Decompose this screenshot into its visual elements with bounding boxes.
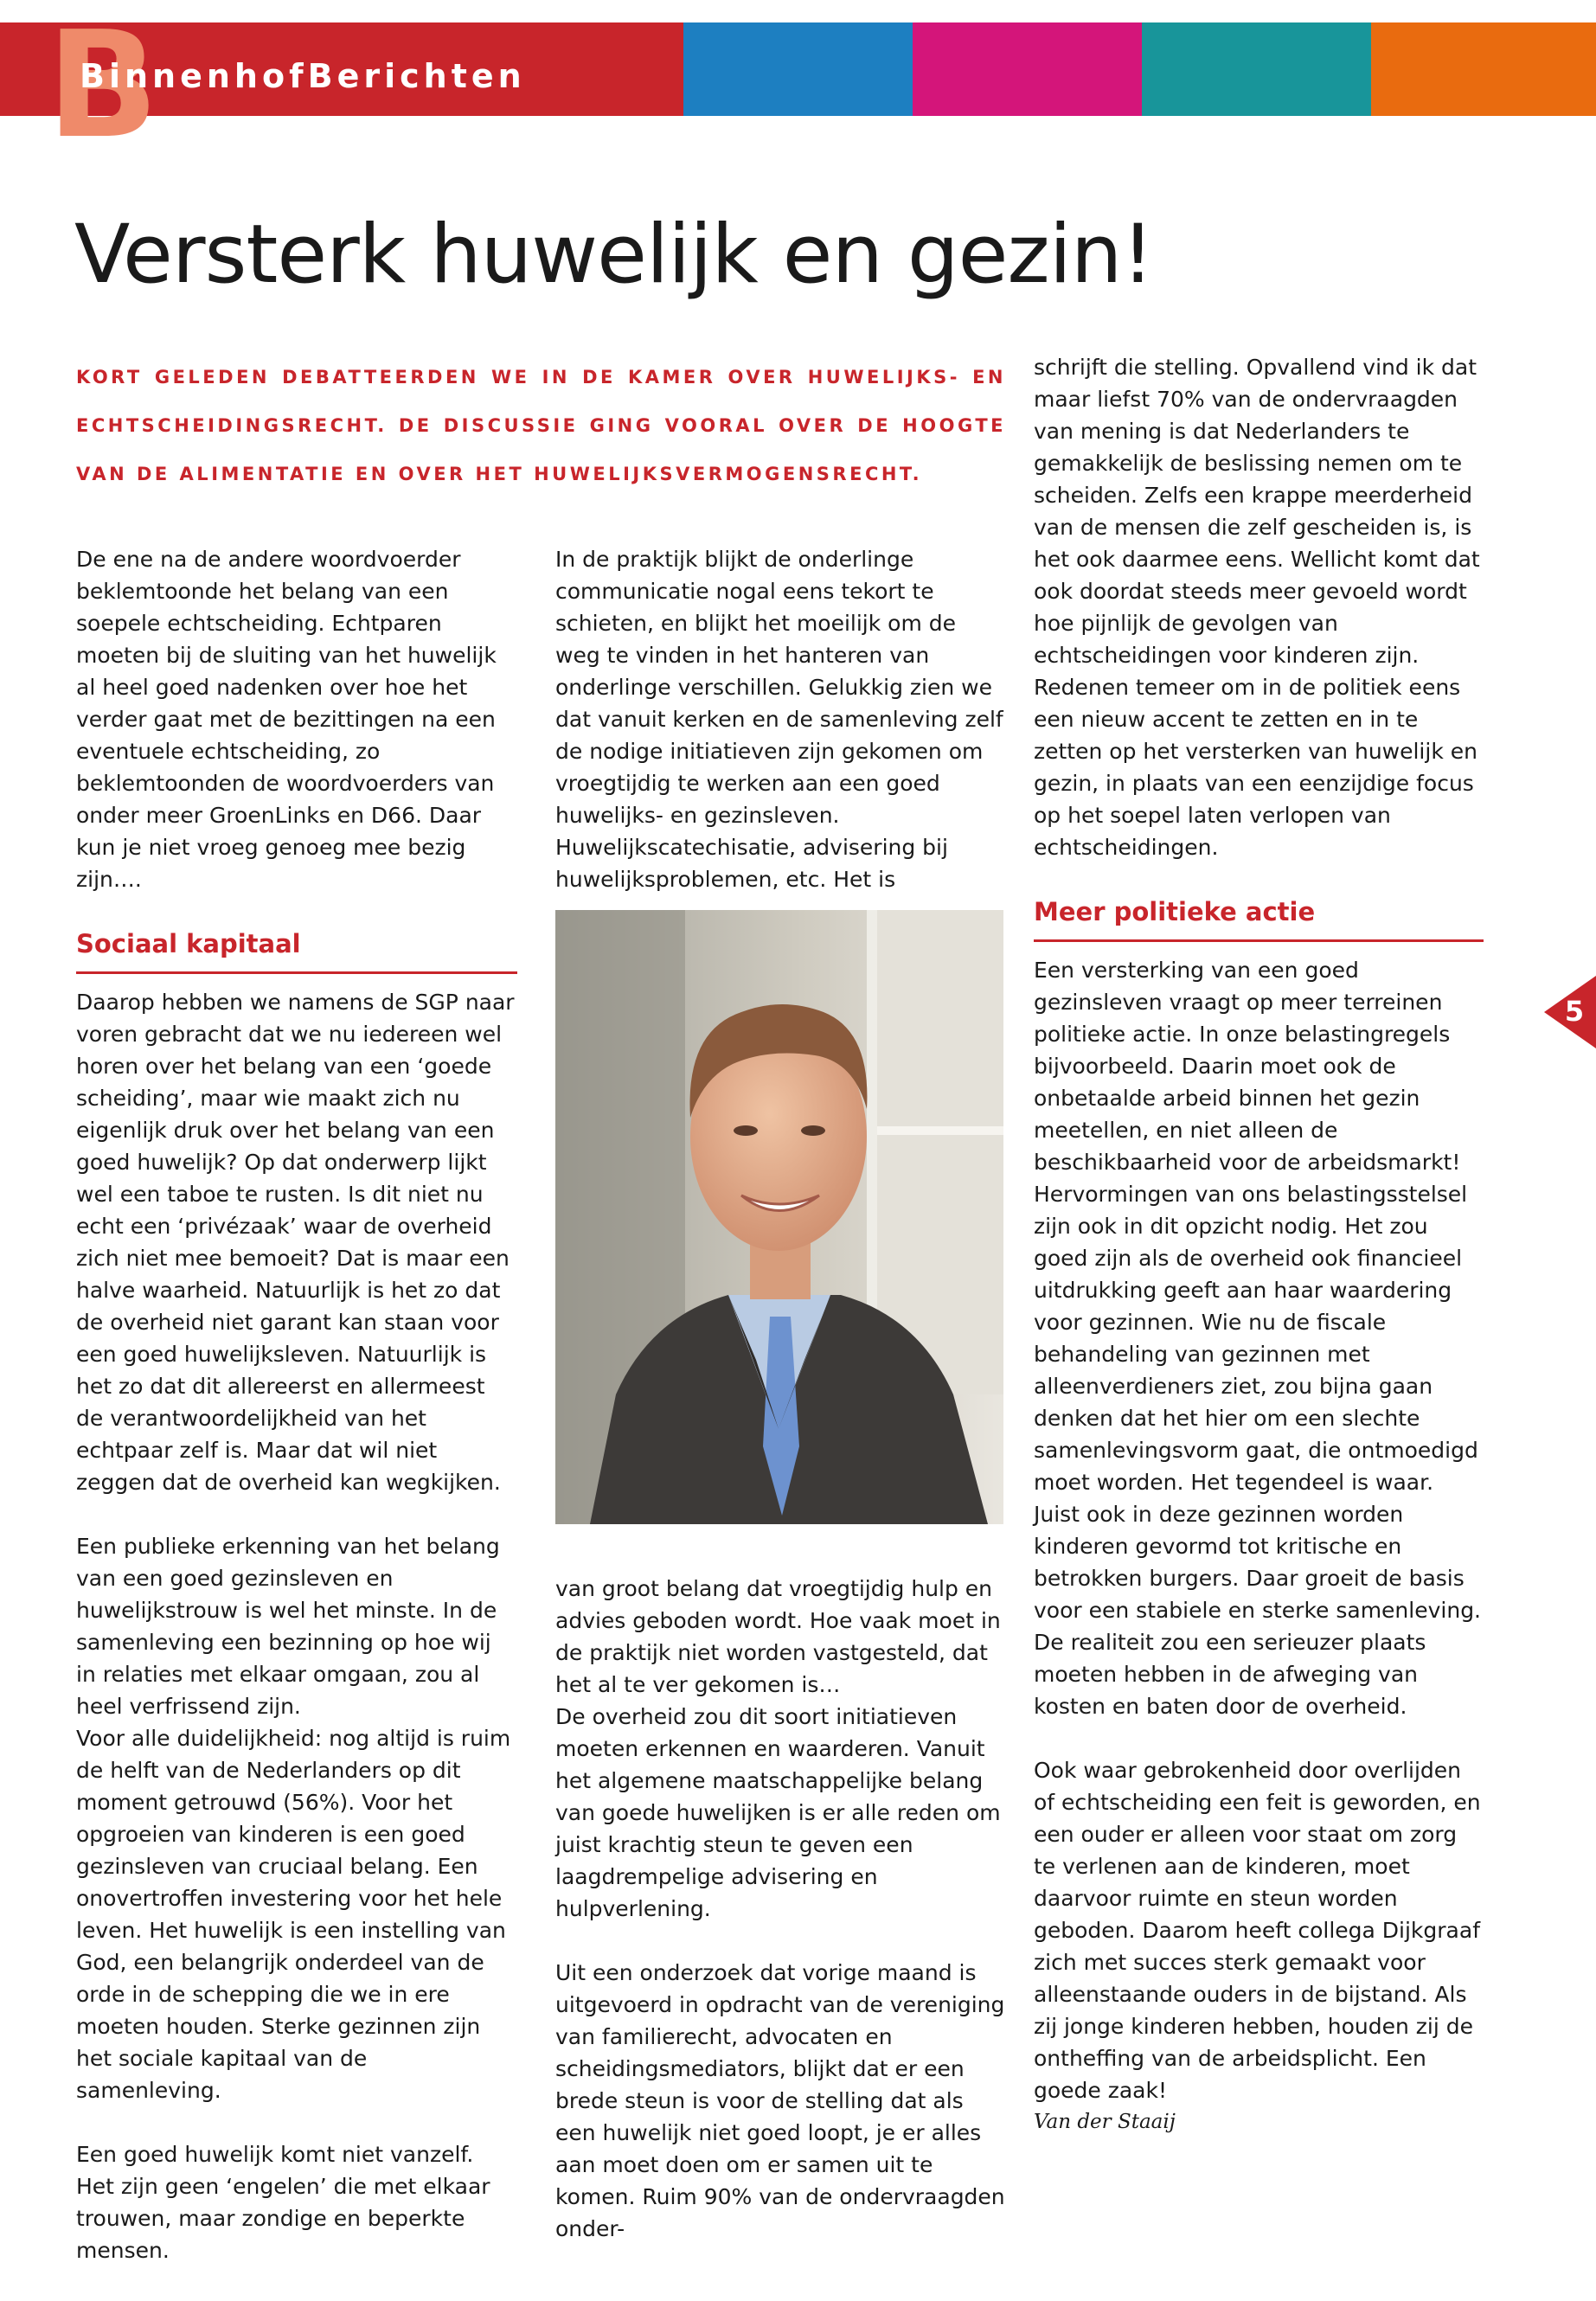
portrait-photo: [555, 910, 1003, 1524]
paragraph: De overheid zou dit soort initiatieven moeten erkennen en waarderen. Vanuit het algemene maatschappelijke belang van goede huwelijken is er alle reden om juist krachtig steun te geven een laagdrempelige advisering en hulpverlening.: [555, 1704, 1001, 1921]
paragraph: Daarop hebben we namens de SGP naar voren gebracht dat we nu iedereen wel horen over het belang van een ‘goede scheiding’, maar wie maakt zich nu eigenlijk druk over het belang van een goed huwelijk? Op dat onderwerp lijkt wel een taboe te rusten. Is dit niet nu echt een ‘privézaak’ waar de overheid zich niet mee bemoeit? Dat is maar een halve waarheid. Natuurlijk is het zo dat de overheid niet garant kan staan voor een goed huwelijksleven. Natuurlijk is het zo dat dit allereerst en allermeest de verantwoordelijkheid van het echtpaar zelf is. Maar dat wil niet zeggen dat de overheid kan wegkijken.: [76, 990, 515, 1495]
paragraph: De ene na de andere woordvoerder beklemtoonde het belang van een soepele echtscheiding. Echtparen moeten bij de sluiting van het huwelijk al heel goed nadenken over hoe het verder gaat met de bezittingen na een eventuele echtscheiding, zo beklemtoonden de woordvoerders van onder meer GroenLinks en D66. Daar kun je niet vroeg genoeg mee bezig zijn….: [76, 547, 497, 892]
article-column-1: [76, 543, 517, 2266]
header-band-orange: [1371, 22, 1596, 116]
subheading-sociaal-kapitaal: Sociaal kapitaal: [76, 926, 517, 974]
paragraph: Ook waar gebrokenheid door overlijden of echtscheiding een feit is geworden, en een ouder er alleen voor staat om zorg te verlenen aan de kinderen, moet daarvoor ruimte en steun worden geboden. Daarom heeft collega Dijkgraaf zich met succes sterk gemaakt voor alleenstaande ouders in de bijstand. Als zij jonge kinderen hebben, houden zij de ontheffing van de arbeidsplicht. Een goede zaak!: [1034, 1758, 1481, 2103]
subheading-meer-politieke-actie: Meer politieke actie: [1034, 894, 1484, 942]
paragraph: Een goed huwelijk komt niet vanzelf. Het zijn geen ‘engelen’ die met elkaar trouwen, maar zondige en beperkte mensen.: [76, 2142, 490, 2263]
paragraph: Een versterking van een goed gezinsleven vraagt op meer terreinen politieke actie. In onze belastingregels bijvoorbeeld. Daarin moet ook de onbetaalde arbeid binnen het gezin meetellen, en niet alleen de beschikbaarheid voor de arbeidsmarkt! Hervormingen van ons belastingsstelsel zijn ook in dit opzicht nodig. Het zou goed zijn als de overheid ook financieel uitdrukking geeft aan haar waardering voor gezinnen. Wie nu de fiscale behandeling van gezinnen met alleenverdieners ziet, zou bijna gaan denken dat het hier om een slechte samenlevingsvorm gaat, die ontmoedigd moet worden. Het tegendeel is waar. Juist ook in deze gezinnen worden kinderen gevormd tot kritische en betrokken burgers. Daar groeit de basis voor een stabiele en sterke samenleving. De realiteit zou een serieuzer plaats moeten hebben in de afweging van kosten en baten door de overheid.: [1034, 958, 1482, 1719]
header-band-pink: [913, 22, 1142, 116]
page-number: 5: [1564, 995, 1585, 1028]
paragraph: In de praktijk blijkt de onderlinge communicatie nogal eens tekort te schieten, en blijkt het moeilijk om de weg te vinden in het hanteren van onderlinge verschillen. Gelukkig zien we dat vanuit kerken en de samenleving zelf de nodige initiatieven zijn gekomen om vroegtijdig te werken aan een goed huwelijks- en gezinsleven. Huwelijkscatechisatie, advisering bij huwelijksproblemen, etc. Het is: [555, 547, 1003, 892]
article-column-2-top: [555, 543, 1005, 895]
paragraph: Een publieke erkenning van het belang van een goed gezinsleven en huwelijkstrouw is wel het minste. In de samenleving een bezinning op hoe wij in relaties met elkaar omgaan, zou al heel verfrissend zijn.: [76, 1534, 500, 1719]
article-column-3: [1034, 351, 1484, 2138]
paragraph: Voor alle duidelijkheid: nog altijd is ruim de helft van de Nederlanders op dit moment getrouwd (56%). Voor het opgroeien van kinderen is een goed gezinsleven van cruciaal belang. Een onovertroffen investering voor het hele leven. Het huwelijk is een instelling van God, een belangrijk onderdeel van de orde in de schepping die we in ere moeten houden. Sterke gezinnen zijn het sociale kapitaal van de samenleving.: [76, 1726, 511, 2103]
paragraph: Uit een onderzoek dat vorige maand is uitgevoerd in opdracht van de vereniging van familierecht, advocaten en scheidingsmediators, blijkt dat er een brede steun is voor de stelling dat als een huwelijk niet goed loopt, je er alles aan moet doen om er samen uit te komen. Ruim 90% van de ondervraagden onder-: [555, 1960, 1005, 2241]
article-column-2-bottom: [555, 1573, 1005, 2245]
header-logo-initial: B: [47, 0, 159, 171]
portrait-illustration: [555, 910, 1003, 1524]
paragraph: van groot belang dat vroegtijdig hulp en advies geboden wordt. Hoe vaak moet in de praktijk niet worden vastgesteld, dat het al te ver gekomen is…: [555, 1576, 1001, 1697]
paragraph: schrijft die stelling. Opvallend vind ik dat maar liefst 70% van de ondervraagden van mening is dat Nederlanders te gemakkelijk de beslissing nemen om te scheiden. Zelfs een krappe meerderheid van de mensen die zelf gescheiden is, is het ook daarmee eens. Wellicht komt dat ook doordat steeds meer gevoeld wordt hoe pijnlijk de gevolgen van echtscheidingen voor kinderen zijn. Redenen temeer om in de politiek eens een nieuw accent te zetten en in te zetten op het versterken van huwelijk en gezin, in plaats van een eenzijdige focus op het soepel laten verlopen van echtscheidingen.: [1034, 355, 1480, 860]
header-band-blue: [683, 22, 913, 116]
article-lede: KORT GELEDEN DEBATTEERDEN WE IN DE KAMER OVER HUWELIJKS- EN ECHTSCHEIDINGSRECHT. DE DISCUSSIE GING VOORAL OVER DE HOOGTE VAN DE ALIMENTATIE EN OVER HET HUWELIJKSVERMOGENSRECHT.: [76, 367, 1006, 484]
author-signature: Van der Staaij: [1034, 2111, 1176, 2133]
header-publication-name: BinnenhofBerichten: [80, 57, 526, 95]
article-title: Versterk huwelijk en gezin!: [74, 208, 1154, 302]
header-band-teal: [1142, 22, 1371, 116]
